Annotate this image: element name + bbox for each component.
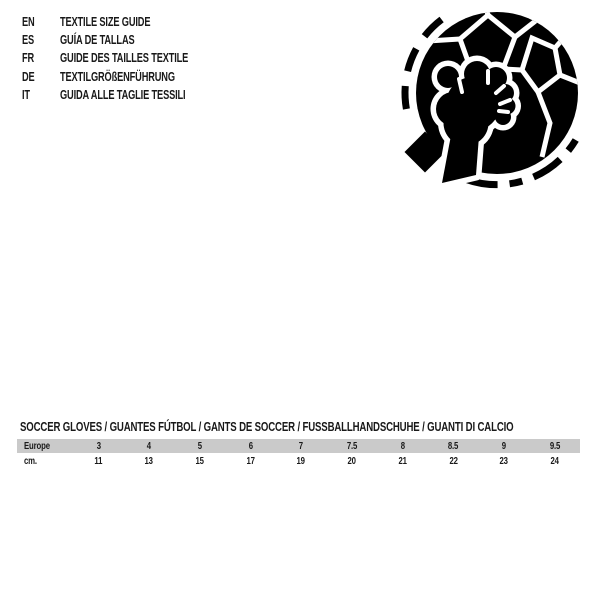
size-cell-value: 20 [347, 455, 356, 467]
language-guide-row [22, 31, 233, 49]
language-label [60, 15, 182, 29]
language-code [22, 51, 60, 65]
size-table-row [17, 439, 580, 453]
language-code-text: DE [22, 69, 35, 84]
language-code [22, 70, 60, 84]
size-cell-value: 9.5 [549, 440, 560, 452]
size-row-label [17, 455, 73, 467]
size-cell-value: 4 [146, 440, 152, 452]
language-label-text: GUIDA ALLE TAGLIE TESSILI [60, 87, 186, 102]
size-cell-value: 22 [448, 455, 458, 467]
size-cell-value: 7 [298, 440, 304, 452]
language-label [60, 33, 161, 47]
size-table-title-text: SOCCER GLOVES / GUANTES FÚTBOL / GANTS DE SOCCER / FUSSBALLHANDSCHUHE / GUANTI DI CALCIO [20, 419, 514, 434]
size-cell [529, 440, 580, 452]
size-cell-value: 21 [398, 455, 407, 467]
size-cell-value: 5 [197, 440, 202, 452]
language-code [22, 88, 60, 102]
size-cell-value: 6 [248, 440, 253, 452]
language-label-text: TEXTILE SIZE GUIDE [60, 15, 151, 30]
language-label-text: GUIDE DES TAILLES TEXTILE [60, 51, 189, 66]
language-guide-list [22, 13, 233, 104]
size-row-label-text: cm. [24, 455, 37, 467]
size-cell [479, 455, 530, 467]
language-guide-row [22, 49, 233, 67]
size-cell-value: 23 [499, 455, 509, 467]
size-cell [479, 440, 530, 452]
size-cell [225, 440, 276, 452]
language-label [60, 88, 230, 102]
language-guide-row [22, 86, 233, 104]
size-cell-value: 19 [296, 455, 306, 467]
size-cell [276, 440, 327, 452]
language-label [60, 70, 215, 84]
size-cell [174, 455, 225, 467]
language-code [22, 33, 60, 47]
size-cell-value: 15 [195, 455, 204, 467]
language-code-text: IT [22, 87, 30, 102]
size-cell [377, 455, 428, 467]
language-code [22, 15, 60, 29]
size-cell [428, 455, 479, 467]
size-cell [124, 455, 175, 467]
language-guide-row [22, 13, 233, 31]
size-cell [124, 440, 175, 452]
size-cell [174, 440, 225, 452]
size-cell [326, 440, 377, 452]
language-code-text: FR [22, 51, 35, 66]
size-cell-value: 17 [246, 455, 255, 467]
size-cell-value: 8 [400, 440, 405, 452]
language-label-text: GUÍA DE TALLAS [60, 33, 135, 48]
size-table [17, 439, 580, 469]
language-code-text: ES [22, 33, 35, 48]
size-cell-value: 8.5 [447, 440, 459, 452]
size-row-label-text: Europe [24, 440, 50, 452]
goalkeeper-glove-soccer-ball-icon [400, 5, 585, 205]
size-table-row [17, 453, 580, 469]
size-cell-value: 11 [94, 455, 103, 467]
size-row-label [17, 440, 73, 452]
size-cell [73, 440, 124, 452]
language-label [60, 51, 233, 65]
size-cell-value: 9 [501, 440, 506, 452]
size-cell [326, 455, 377, 467]
size-cell [276, 455, 327, 467]
language-label-text: TEXTILGRÖßENFÜHRUNG [60, 69, 175, 84]
size-cell-value: 24 [550, 455, 559, 467]
size-cell [225, 455, 276, 467]
size-cell [377, 440, 428, 452]
size-cell-value: 3 [96, 440, 101, 452]
size-cell-value: 13 [144, 455, 154, 467]
size-cell [428, 440, 479, 452]
language-code-text: EN [22, 15, 35, 30]
size-table-title [20, 420, 600, 433]
language-guide-row [22, 68, 233, 86]
size-cell [73, 455, 124, 467]
size-cell [529, 455, 580, 467]
size-cell-value: 7.5 [346, 440, 357, 452]
